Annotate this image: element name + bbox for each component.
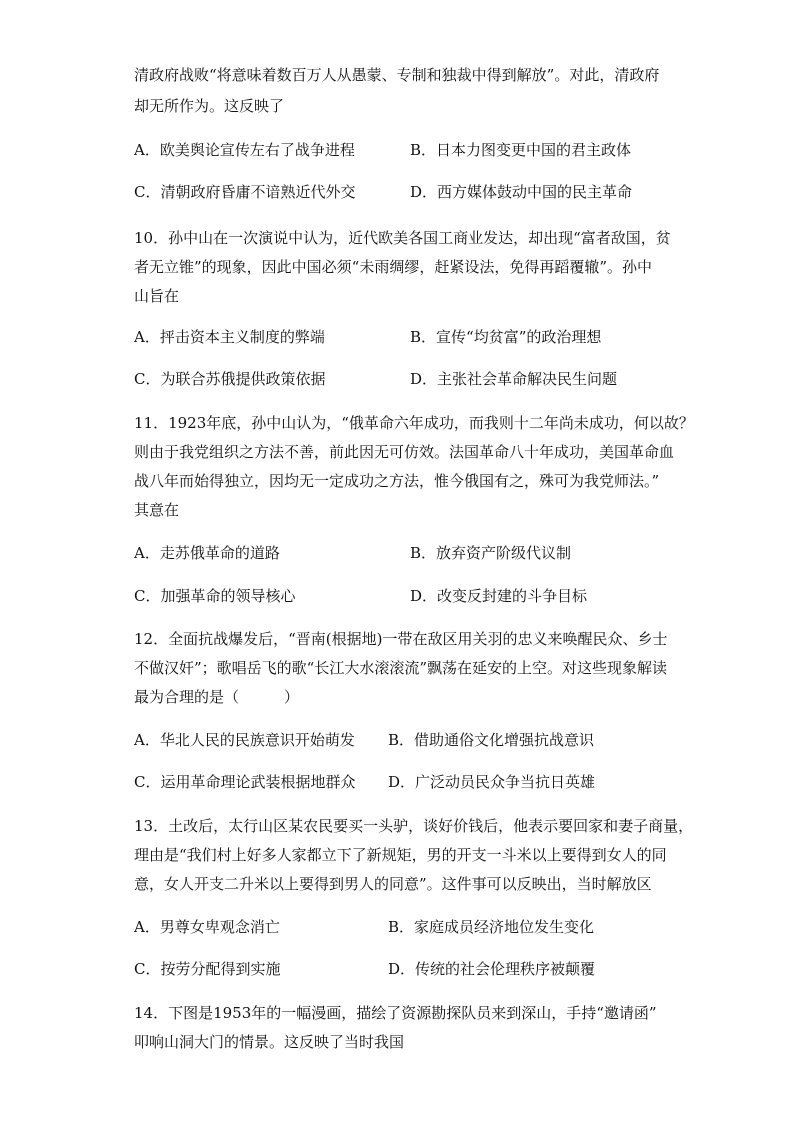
q12-stem-line-2: 不做汉奸”；歌唱岳飞的歌“长江大水滚滚流”飘荡在延安的上空。对这些现象解读 bbox=[134, 659, 668, 677]
q9-option-d[interactable]: D．西方媒体鼓动中国的民主革命 bbox=[410, 183, 633, 201]
q10-option-a[interactable]: A．抨击资本主义制度的弊端 bbox=[134, 328, 325, 346]
q13-option-d[interactable]: D．传统的社会伦理秩序被颠覆 bbox=[388, 960, 596, 978]
q10-option-c[interactable]: C．为联合苏俄提供政策依据 bbox=[134, 370, 326, 388]
q14-stem-line-2: 叩响山洞大门的情景。这反映了当时我国 bbox=[134, 1033, 405, 1051]
q13-stem-line-2: 理由是“我们村上好多人家都立下了新规矩，男的开支一斗米以上要得到女人的同 bbox=[134, 846, 667, 864]
q12-option-b[interactable]: B．借助通俗文化增强抗战意识 bbox=[388, 731, 595, 749]
q10-option-b[interactable]: B．宣传“均贫富”的政治理想 bbox=[410, 328, 602, 346]
q9-option-c[interactable]: C．清朝政府昏庸不谙熟近代外交 bbox=[134, 183, 356, 201]
q9-stem-line-1: 清政府战败“将意味着数百万人从愚蒙、专制和独裁中得到解放”。对此，清政府 bbox=[134, 66, 660, 84]
q11-stem-line-3: 战八年而始得独立，因均无一定成功之方法，惟今俄国有之，殊可为我党师法。” bbox=[134, 472, 660, 490]
q11-option-d[interactable]: D．改变反封建的斗争目标 bbox=[410, 587, 588, 605]
q10-option-d[interactable]: D．主张社会革命解决民生问题 bbox=[410, 370, 618, 388]
q13-stem-line-1: 13．土改后，太行山区某农民要买一头驴，谈好价钱后，他表示要回家和妻子商量， bbox=[134, 817, 694, 835]
q12-option-d[interactable]: D．广泛动员民众争当抗日英雄 bbox=[388, 773, 596, 791]
q11-stem-line-1: 11．1923年底，孙中山认为，“俄革命六年成功，而我则十二年尚未成功，何以故？ bbox=[134, 414, 694, 432]
q13-option-b[interactable]: B．家庭成员经济地位发生变化 bbox=[388, 918, 595, 936]
q13-option-c[interactable]: C．按劳分配得到实施 bbox=[134, 960, 281, 978]
q12-stem-line-1: 12．全面抗战爆发后，“晋南(根据地)一带在敌区用关羽的忠义来唤醒民众、乡士 bbox=[134, 630, 668, 648]
q13-option-a[interactable]: A．男尊女卑观念消亡 bbox=[134, 918, 280, 936]
q9-stem-line-2: 却无所作为。这反映了 bbox=[134, 97, 285, 115]
q10-stem-line-3: 山旨在 bbox=[134, 287, 180, 305]
q13-stem-line-3: 意，女人开支二升米以上要得到男人的同意”。这件事可以反映出，当时解放区 bbox=[134, 875, 652, 893]
q12-option-a[interactable]: A．华北人民的民族意识开始萌发 bbox=[134, 731, 355, 749]
q11-option-a[interactable]: A．走苏俄革命的道路 bbox=[134, 544, 280, 562]
q11-stem-line-2: 则由于我党组织之方法不善，前此因无可仿效。法国革命八十年成功，美国革命血 bbox=[134, 443, 675, 461]
q10-stem-line-2: 者无立锥”的现象，因此中国必须“未雨绸缪，赶紧设法，免得再蹈覆辙”。孙中 bbox=[134, 258, 653, 276]
q11-option-b[interactable]: B．放弃资产阶级代议制 bbox=[410, 544, 572, 562]
q10-stem-line-1: 10．孙中山在一次演说中认为，近代欧美各国工商业发达，却出现“富者敌国，贫 bbox=[134, 229, 671, 247]
q12-option-c[interactable]: C．运用革命理论武装根据地群众 bbox=[134, 773, 356, 791]
q12-stem-line-3: 最为合理的是（ ） bbox=[134, 688, 300, 706]
q11-option-c[interactable]: C．加强革命的领导核心 bbox=[134, 587, 296, 605]
q9-option-b[interactable]: B．日本力图变更中国的君主政体 bbox=[410, 141, 632, 159]
q14-stem-line-1: 14．下图是1953年的一幅漫画，描绘了资源勘探队员来到深山，手持“邀请函” bbox=[134, 1004, 657, 1022]
q11-stem-line-4: 其意在 bbox=[134, 501, 180, 519]
q9-option-a[interactable]: A．欧美舆论宣传左右了战争进程 bbox=[134, 141, 355, 159]
